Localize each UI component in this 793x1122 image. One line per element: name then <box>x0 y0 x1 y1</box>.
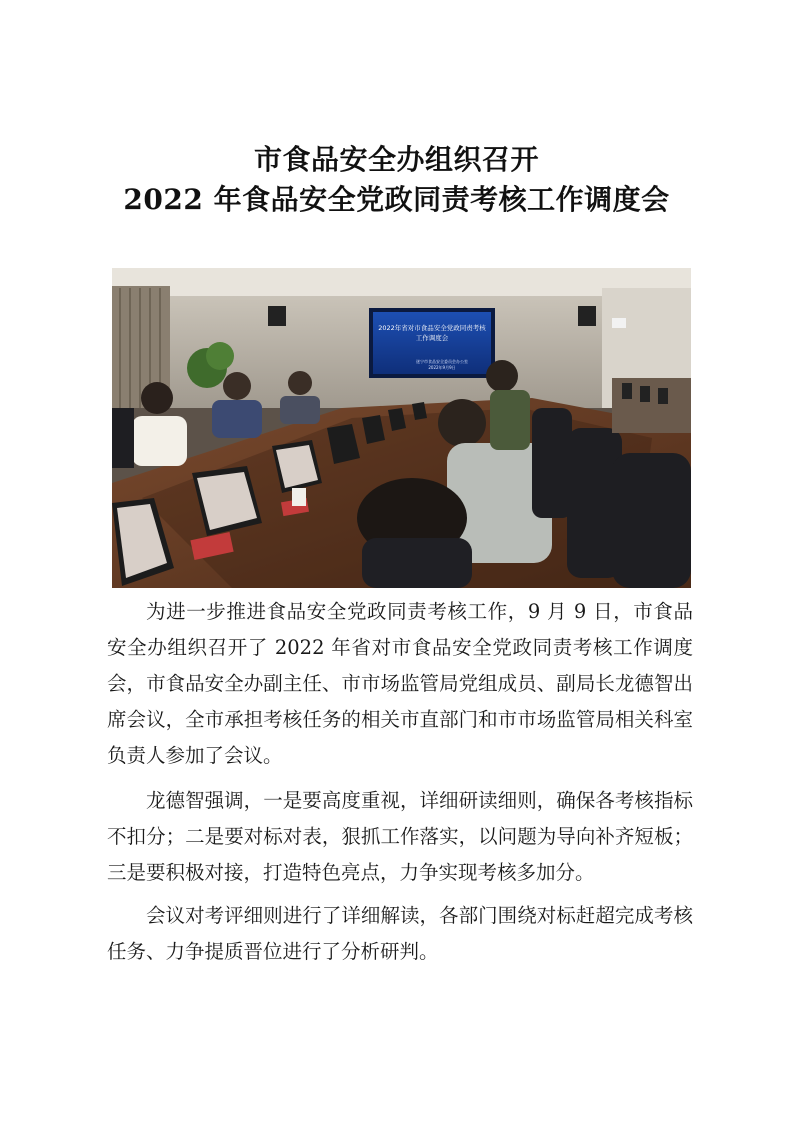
paragraph-1: 为进一步推进食品安全党政同责考核工作，9 月 9 日，市食品安全办组织召开了 2022 年省对市食品安全党政同责考核工作调度会，市食品安全办副主任、市市场监管局党组成员、副局长龙德智出席会议，全市承担考核任务的相关市直部门和市市场监管局相关科室负责人参加了会议。 <box>107 600 693 767</box>
screen-line2: 工作调度会 <box>415 334 449 342</box>
document-title-line2: 2022 年食品安全党政同责考核工作调度会 <box>123 183 670 216</box>
document-title-line1: 市食品安全办组织召开 <box>253 143 539 176</box>
screen-date: 2022年9月9日 <box>428 365 456 370</box>
paragraph-2: 龙德智强调，一是要高度重视，详细研读细则，确保各考核指标不扣分；二是要对标对表，狠抓工作落实，以问题为导向补齐短板；三是要积极对接，打造特色亮点，力争实现考核多加分。 <box>107 789 693 884</box>
screen-line1: 2022年省对市食品安全党政同责考核 <box>378 324 486 332</box>
screen-footer: 遂宁市食品安全委员会办公室 <box>416 359 468 364</box>
meeting-photo <box>112 268 691 588</box>
paragraph-3: 会议对考评细则进行了详细解读，各部门围绕对标赶超完成考核任务、力争提质晋位进行了分析研判。 <box>107 904 693 963</box>
